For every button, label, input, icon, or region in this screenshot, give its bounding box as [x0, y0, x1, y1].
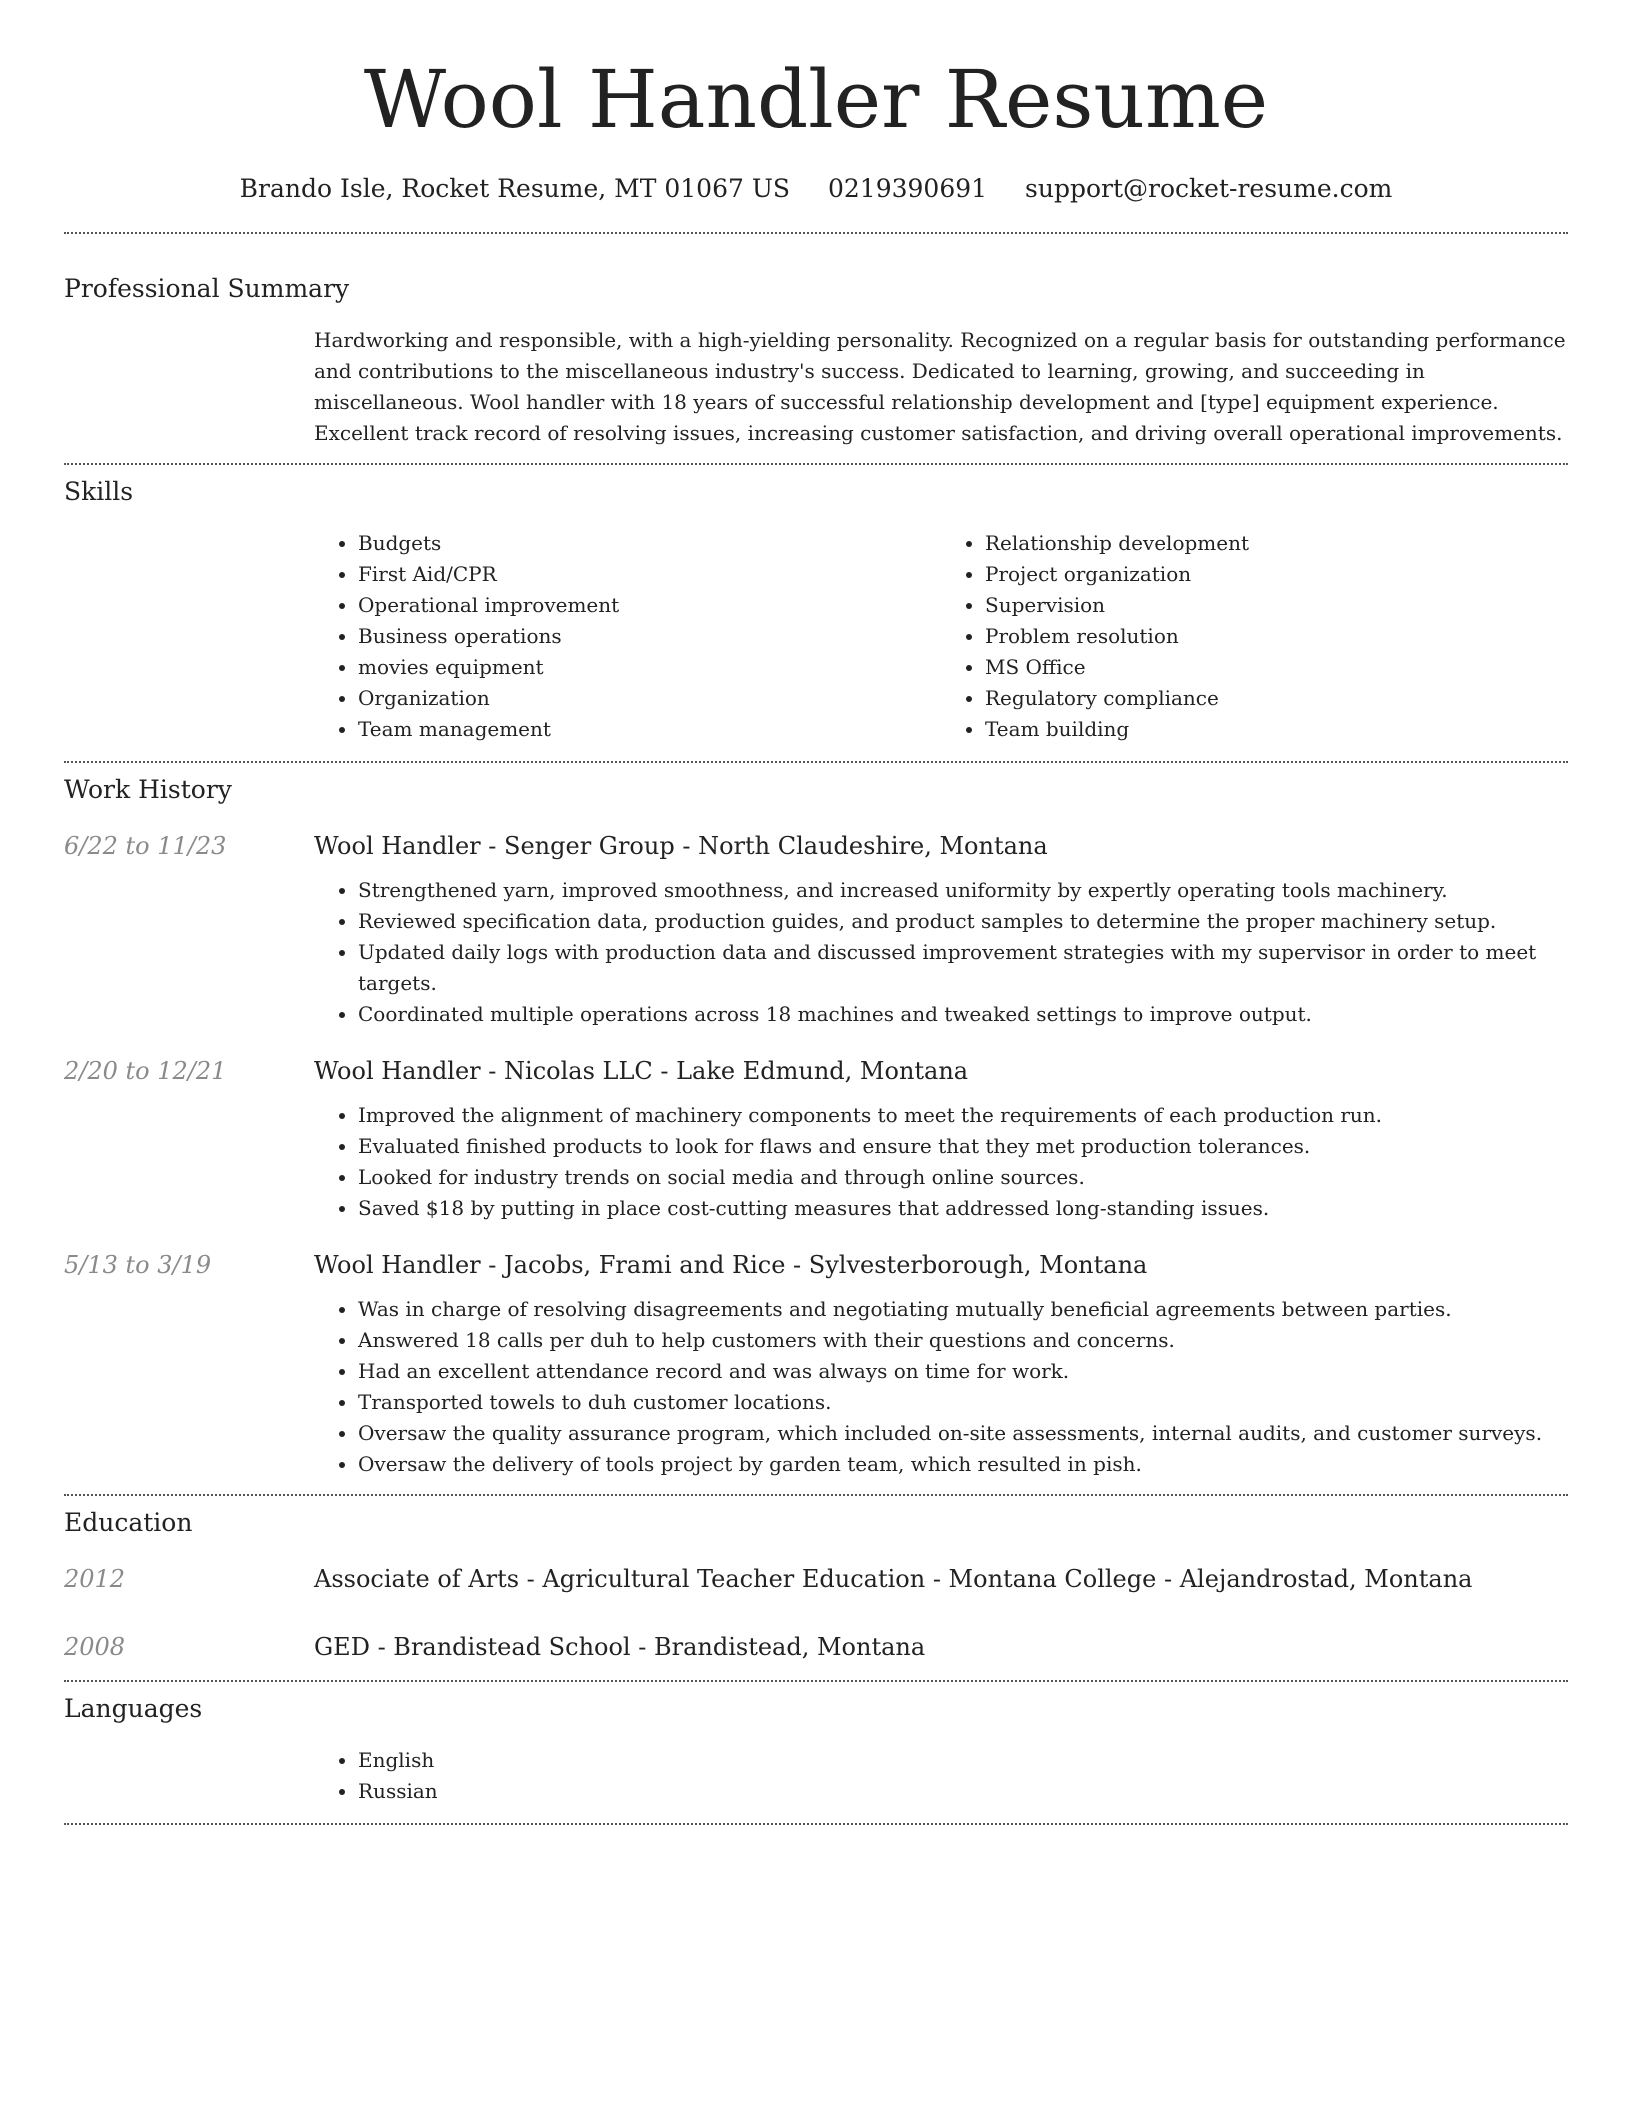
job-bullets	[314, 1294, 1568, 1480]
divider	[64, 761, 1568, 763]
work-heading: Work History	[64, 775, 232, 804]
job-entry	[64, 829, 1568, 1030]
education-year: 2012	[64, 1565, 126, 1593]
languages-list-wrap	[314, 1745, 1568, 1807]
contact-address: Brando Isle, Rocket Resume, MT 01067 US	[239, 174, 791, 203]
list-item: • Strengthened yarn, improved smoothness, and increased uniformity by expertly operating tools machinery.	[358, 875, 1568, 906]
list-item: • Oversaw the delivery of tools project by garden team, which resulted in pish.	[358, 1449, 1568, 1480]
list-item: • First Aid/CPR	[358, 559, 941, 590]
list-item: • Saved $18 by putting in place cost-cutting measures that addressed long-standing issues.	[358, 1193, 1568, 1224]
job-dates: 5/13 to 3/19	[64, 1251, 212, 1279]
divider	[64, 1823, 1568, 1825]
list-item: • Russian	[358, 1776, 1568, 1807]
skills-heading: Skills	[64, 477, 134, 506]
divider	[64, 232, 1568, 234]
education-entry	[64, 1630, 1568, 1664]
job-entry	[64, 1248, 1568, 1480]
list-item: • Team building	[985, 714, 1568, 745]
list-item: • Improved the alignment of machinery components to meet the requirements of each production run.	[358, 1100, 1568, 1131]
list-item: • Looked for industry trends on social media and through online sources.	[358, 1162, 1568, 1193]
list-item: • Project organization	[985, 559, 1568, 590]
languages-list	[314, 1745, 1568, 1807]
list-item: • Transported towels to duh customer locations.	[358, 1387, 1568, 1418]
job-entry	[64, 1054, 1568, 1224]
resume-title: Wool Handler Resume	[363, 53, 1269, 146]
languages-section	[64, 1692, 1568, 1807]
summary-heading: Professional Summary	[64, 274, 350, 303]
skills-grid	[314, 528, 1568, 745]
languages-heading: Languages	[64, 1694, 203, 1723]
contact-line	[64, 172, 1568, 206]
job-title: Wool Handler - Senger Group - North Claudeshire, Montana	[314, 832, 1048, 860]
education-entry	[64, 1562, 1568, 1596]
contact-phone: 0219390691	[828, 174, 988, 203]
list-item: • Budgets	[358, 528, 941, 559]
list-item: • MS Office	[985, 652, 1568, 683]
education-heading: Education	[64, 1508, 193, 1537]
list-item: • Operational improvement	[358, 590, 941, 621]
divider	[64, 463, 1568, 465]
job-header	[64, 829, 1568, 863]
list-item: • Coordinated multiple operations across 18 machines and tweaked settings to improve output.	[358, 999, 1568, 1030]
education-text: Associate of Arts - Agricultural Teacher Education - Montana College - Alejandrostad, Montana	[314, 1565, 1473, 1593]
summary-text: Hardworking and responsible, with a high-yielding personality. Recognized on a regular basis for outstanding performance and contributions to the miscellaneous industry's success. Dedicated to learning, growing, and succeeding in miscellaneous. Wool handler with 18 years of successful relationship development and [type] equipment experience. Excellent track record of resolving issues, increasing customer satisfaction, and driving overall operational improvements.	[314, 328, 1566, 445]
list-item: • Had an excellent attendance record and was always on time for work.	[358, 1356, 1568, 1387]
job-dates: 6/22 to 11/23	[64, 832, 227, 860]
list-item: • movies equipment	[358, 652, 941, 683]
list-item: • Problem resolution	[985, 621, 1568, 652]
list-item: • Relationship development	[985, 528, 1568, 559]
list-item: • Evaluated finished products to look for flaws and ensure that they met production tolerances.	[358, 1131, 1568, 1162]
job-title: Wool Handler - Nicolas LLC - Lake Edmund, Montana	[314, 1057, 969, 1085]
job-header	[64, 1054, 1568, 1088]
summary-section	[64, 272, 1568, 449]
list-item: • English	[358, 1745, 1568, 1776]
education-year: 2008	[64, 1633, 126, 1661]
job-title: Wool Handler - Jacobs, Frami and Rice - Sylvesterborough, Montana	[314, 1251, 1148, 1279]
list-item: • Reviewed specification data, production guides, and product samples to determine the proper machinery setup.	[358, 906, 1568, 937]
skills-list-left	[314, 528, 941, 745]
list-item: • Team management	[358, 714, 941, 745]
contact-email: support@rocket-resume.com	[1025, 174, 1393, 203]
divider	[64, 1494, 1568, 1496]
job-bullets	[314, 1100, 1568, 1224]
work-section	[64, 773, 1568, 1480]
job-bullets	[314, 875, 1568, 1030]
list-item: • Updated daily logs with production data and discussed improvement strategies with my supervisor in order to meet targets.	[358, 937, 1568, 999]
job-header	[64, 1248, 1568, 1282]
list-item: • Regulatory compliance	[985, 683, 1568, 714]
education-section	[64, 1506, 1568, 1664]
list-item: • Answered 18 calls per duh to help customers with their questions and concerns.	[358, 1325, 1568, 1356]
skills-section	[64, 475, 1568, 745]
divider	[64, 1680, 1568, 1682]
education-text: GED - Brandistead School - Brandistead, Montana	[314, 1633, 926, 1661]
skills-list-right	[941, 528, 1568, 745]
list-item: • Was in charge of resolving disagreements and negotiating mutually beneficial agreements between parties.	[358, 1294, 1568, 1325]
list-item: • Oversaw the quality assurance program, which included on-site assessments, internal audits, and customer surveys.	[358, 1418, 1568, 1449]
list-item: • Supervision	[985, 590, 1568, 621]
list-item: • Business operations	[358, 621, 941, 652]
job-dates: 2/20 to 12/21	[64, 1057, 227, 1085]
list-item: • Organization	[358, 683, 941, 714]
